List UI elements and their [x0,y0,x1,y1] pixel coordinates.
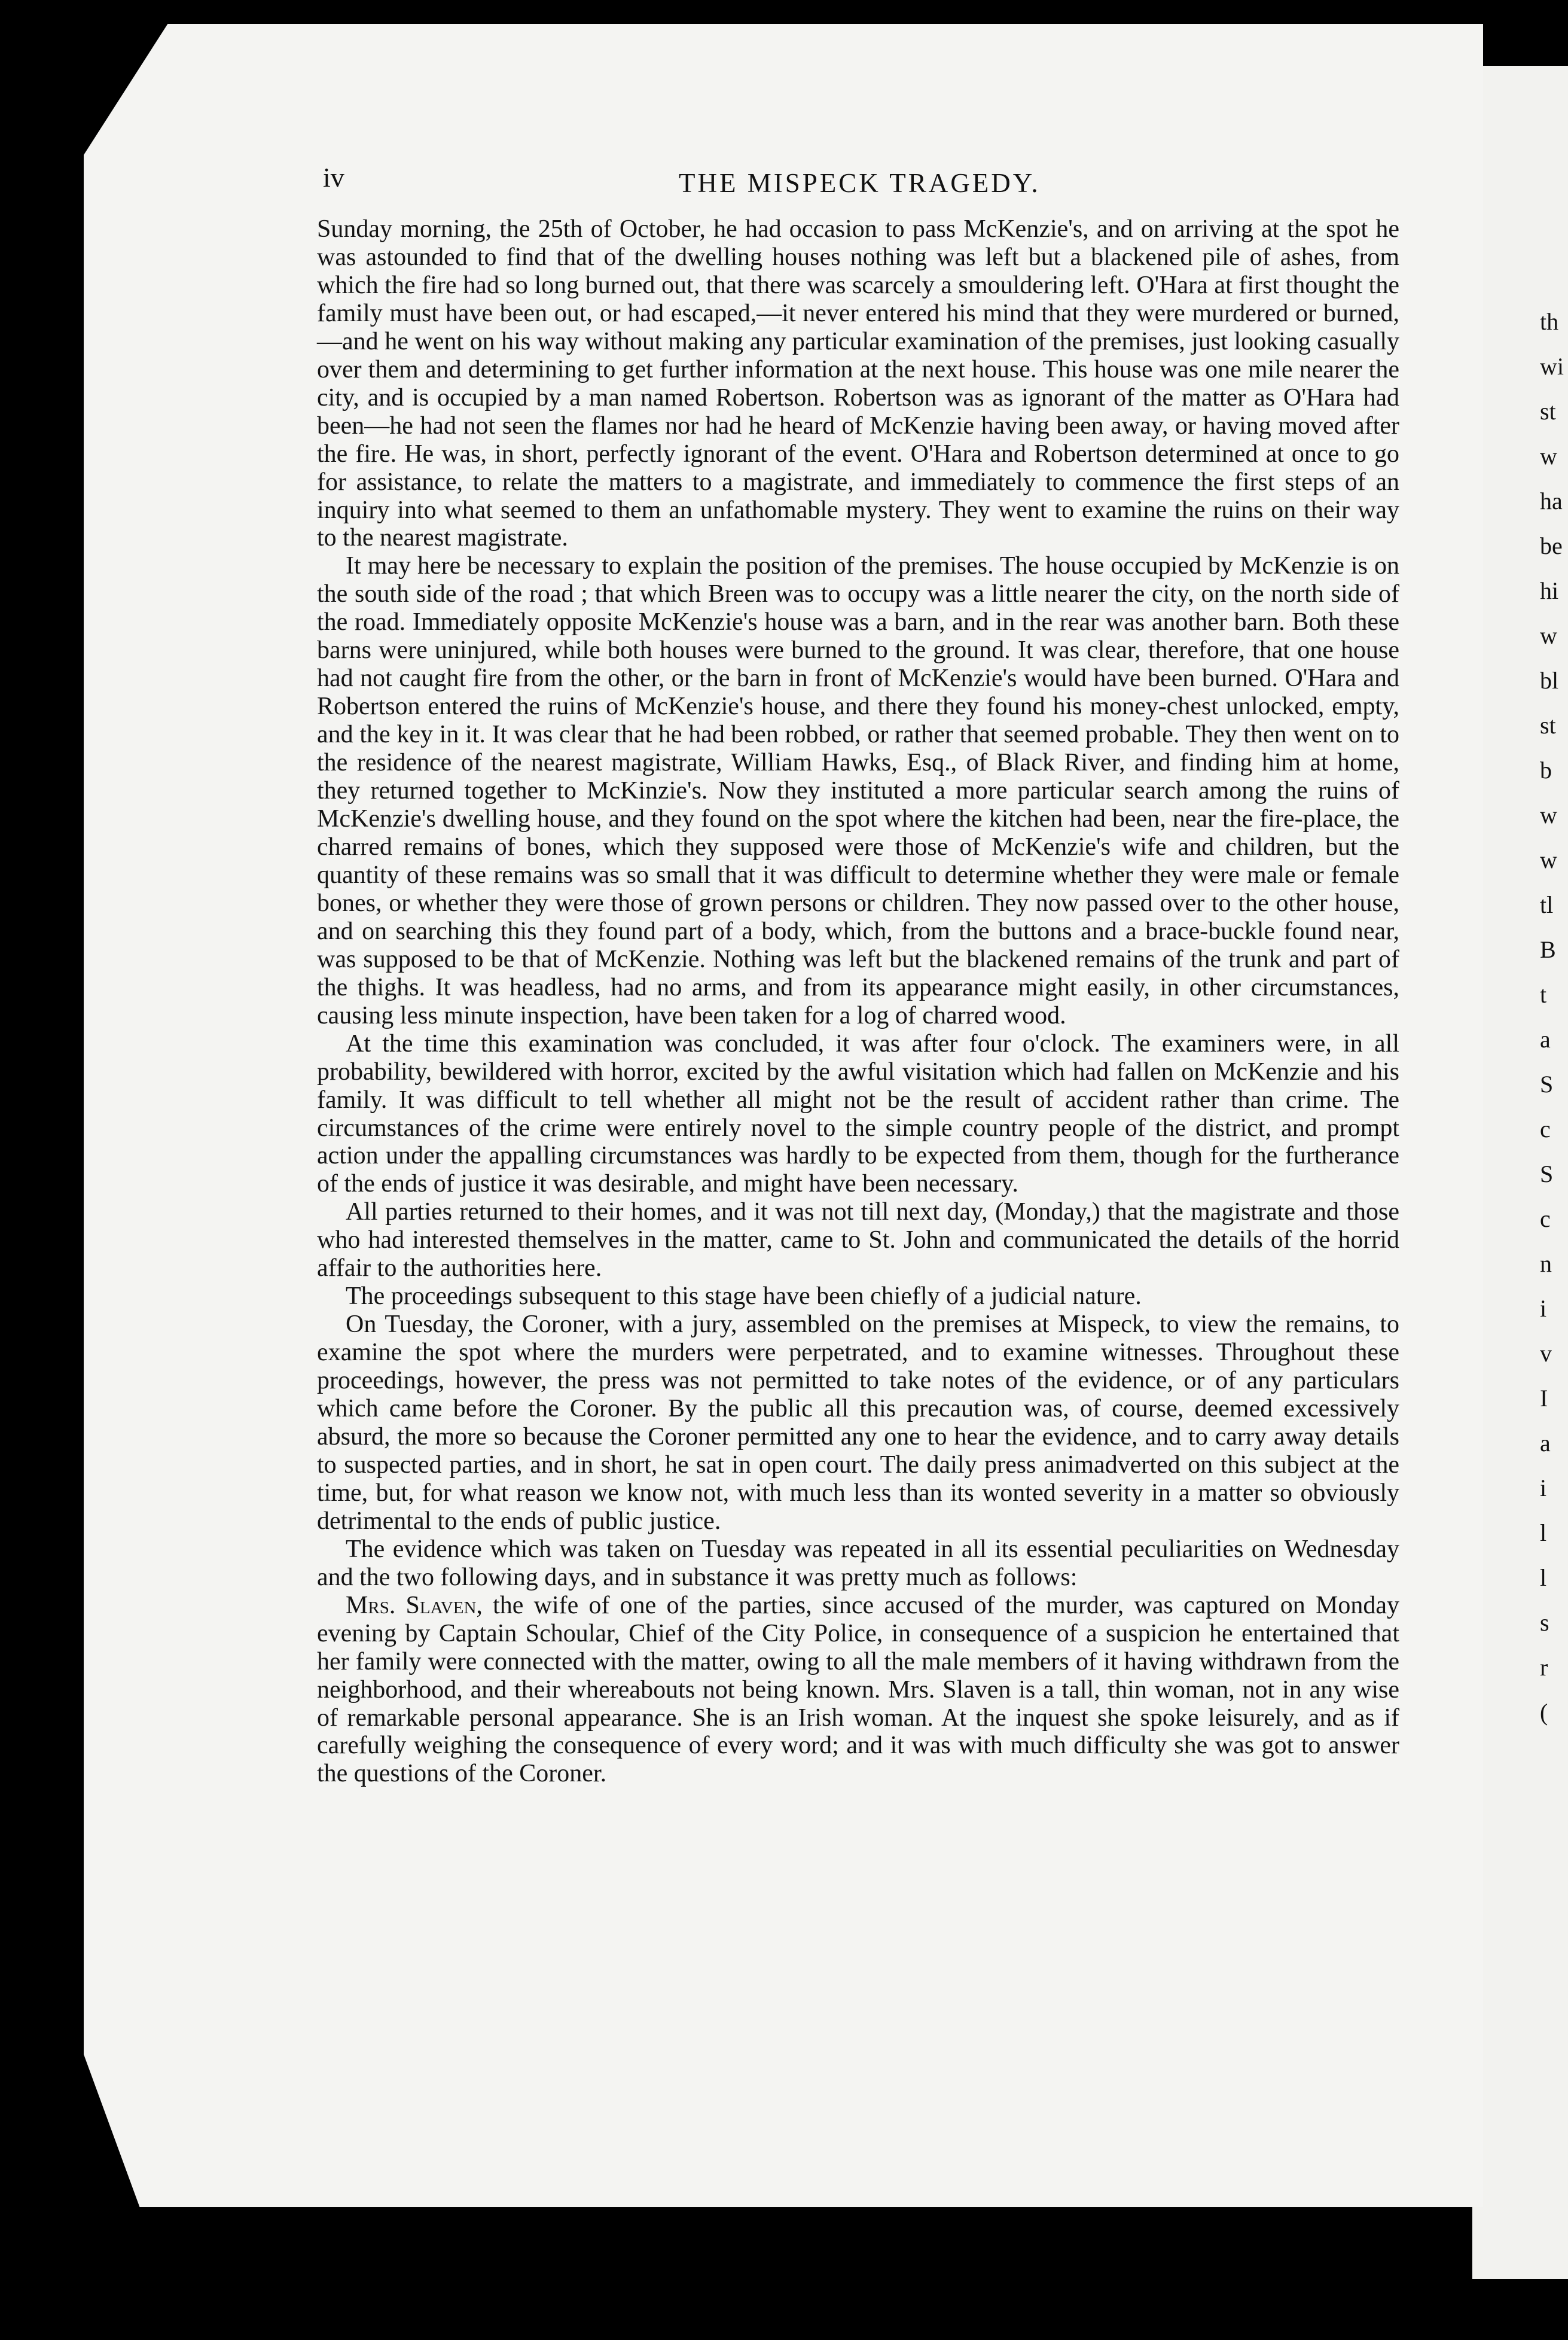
adjacent-fragment: w [1540,802,1557,828]
paragraph-5: The proceedings subsequent to this stage have been chiefly of a judicial nature. [346,1282,1142,1311]
adjacent-page-text-fragments [1540,299,1568,1735]
paragraph-1: Sunday morning, the 25th of October, he had occasion to pass McKenzie's, and on arriving at the spot he was astounded to find that of the dwelling houses nothing was left but a blackened pile of ashes, from which the fire had so long burned out, that there was scarcely a smouldering left. O'Hara at first thought the family must have been out, or had escaped,—it never entered his mind that they were murdered or burned,—and he went on his way without making any particular examination of the premises, just looking casually over them and determining to get further information at the next house. This house was one mile nearer the city, and is occupied by a man named Robertson. Robertson was as ignorant of the matter as O'Hara had been—he had not seen the flames nor had he heard of McKenzie having been away, or having moved after the fire. He was, in short, perfectly ignorant of the event. O'Hara and Robertson determined at once to go for assistance, to relate the matters to a magistrate, and immediately to commence the first steps of an inquiry into what seemed to them an unfathomable mystery. They went to examine the ruins on their way to the nearest magistrate. [317,215,1399,552]
adjacent-fragment: bl [1540,667,1559,694]
adjacent-fragment: S [1540,1160,1554,1187]
adjacent-fragment: i [1540,1295,1547,1322]
adjacent-fragment: th [1540,308,1559,335]
adjacent-fragment: n [1540,1250,1552,1277]
adjacent-fragment: be [1540,532,1563,559]
adjacent-fragment: I [1540,1385,1548,1412]
paragraph-8 [317,1592,1399,1788]
adjacent-fragment: c [1540,1205,1551,1232]
witness-name: Mrs. Slaven [346,1591,477,1619]
body-text [317,215,1399,2070]
witness-text: , the wife of one of the parties, since accused of the murder, was captured on Monday evening by Captain Schoular, Chief of the City Police, in consequence of a suspicion he entertained that her family were connected with the matter, owing to all the male members of it having withdrawn from the neighborhood, and their whereabouts not being known. Mrs. Slaven is a tall, thin woman, not in any wise of remarkable personal appearance. She is an Irish woman. At the inquest she spoke leisurely, and as if carefully weighing the consequence of every word; and it was with much difficulty she was got to answer the questions of the Coroner. [317,1591,1399,1788]
adjacent-fragment: st [1540,398,1556,425]
adjacent-fragment: ( [1540,1699,1548,1726]
adjacent-fragment: hi [1540,577,1559,604]
page-number: iv [323,162,344,193]
adjacent-fragment: wi [1540,353,1564,380]
adjacent-fragment: v [1540,1340,1552,1367]
paragraph-6: On Tuesday, the Coroner, with a jury, assembled on the premises at Mispeck, to view the remains, to examine the spot where the murders were perpetrated, and to examine witnesses. Throughout these proceedings, however, the press was not permitted to take notes of the evidence, or of any particulars which came before the Coroner. By the public all this precaution was, of course, deemed excessively absurd, the more so because the Coroner permitted any one to hear the evidence, and to carry away details to suspected parties, and in short, he sat in open court. The daily press animadverted on this subject at the time, but, for what reason we know not, with much less than its wonted severity in a matter so obviously detrimental to the ends of public justice. [317,1311,1399,1535]
adjacent-fragment: l [1540,1519,1547,1546]
adjacent-fragment: w [1540,443,1557,470]
running-title: THE MISPECK TRAGEDY. [679,168,1041,198]
adjacent-fragment: S [1540,1071,1554,1098]
adjacent-fragment: a [1540,1026,1551,1053]
paragraph-7: The evidence which was taken on Tuesday was repeated in all its essential peculiarities on Wednesday and the two following days, and in substance it was pretty much as follows: [317,1535,1399,1591]
paragraph-4: All parties returned to their homes, and it was not till next day, (Monday,) that the magistrate and those who had interested themselves in the matter, came to St. John and communicated the details of the horrid affair to the authorities here. [317,1198,1399,1282]
paragraph-3: At the time this examination was concluded, it was after four o'clock. The examiners were, in all probability, bewildered with horror, excited by the awful visitation which had fallen on McKenzie and his family. It was difficult to tell whether all might not be the result of accident rather than crime. The circumstances of the crime were entirely novel to the simple country people of the district, and prompt action under the appalling circumstances was hardly to be expected from them, though for the furtherance of the ends of justice it was desirable, and might have been necessary. [317,1029,1399,1198]
adjacent-fragment: ha [1540,488,1563,514]
adjacent-fragment: s [1540,1609,1549,1636]
adjacent-fragment: c [1540,1116,1551,1142]
adjacent-fragment: l [1540,1564,1547,1591]
adjacent-fragment: a [1540,1430,1551,1457]
adjacent-fragment: st [1540,712,1556,739]
adjacent-fragment: b [1540,757,1552,784]
adjacent-fragment: i [1540,1474,1547,1501]
adjacent-fragment: w [1540,622,1557,649]
adjacent-fragment: r [1540,1654,1548,1681]
adjacent-fragment: t [1540,981,1547,1008]
page-header [323,162,1405,209]
paragraph-2: It may here be necessary to explain the position of the premises. The house occupied by McKenzie is on the south side of the road ; that which Breen was to occupy was a little nearer the city, on the north side of the road. Immediately opposite McKenzie's house was a barn, and in the rear was another barn. Both these barns were uninjured, while both houses were burned to the ground. It was clear, therefore, that one house had not caught fire from the other, or the barn in front of McKenzie's would have been burned. O'Hara and Robertson entered the ruins of McKenzie's house, and there they found his money-chest unlocked, empty, and the key in it. It was clear that he had been robbed, or rather that seemed probable. They then went on to the residence of the nearest magistrate, William Hawks, Esq., of Black River, and finding him at home, they returned together to McKinzie's. Now they instituted a more particular search among the ruins of McKenzie's dwelling house, and they found on the spot where the kitchen had been, near the fire-place, the charred remains of bones, which they supposed were those of McKenzie's wife and children, but the quantity of these remains was so small that it was difficult to determine whether they were male or female bones, or whether they were those of grown persons or children. They now passed over to the other house, and on searching this they found part of a body, which, from the buttons and a brace-buckle found near, was supposed to be that of McKenzie. Nothing was left but the blackened remains of the trunk and part of the thighs. It was headless, had no arms, and from its appearance might easily, in other circumstances, causing less minute inspection, have been taken for a log of charred wood. [317,552,1399,1029]
adjacent-fragment: B [1540,936,1556,963]
adjacent-fragment: w [1540,846,1557,873]
adjacent-fragment: tl [1540,891,1554,918]
